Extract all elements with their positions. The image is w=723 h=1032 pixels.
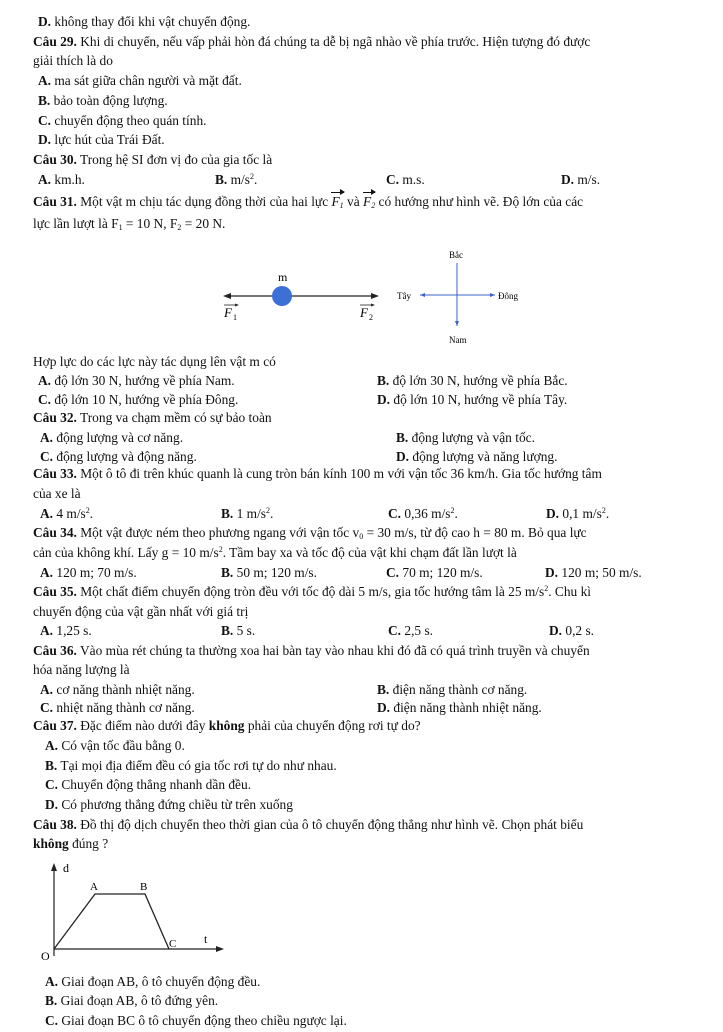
- origin-label: O: [41, 949, 50, 963]
- question-number: Câu 29.: [33, 34, 77, 49]
- question-30-option-a: [38, 172, 85, 188]
- question-text: có hướng như hình vẽ. Độ lớn của các: [375, 194, 584, 209]
- question-text: Một ô tô đi trên khúc quanh là cung tròn bán kính 100 m với vận tốc 36 km/h. Gia tốc hướng tâm: [76, 466, 602, 481]
- option-text: động lượng và cơ năng.: [53, 430, 184, 445]
- question-text: Đồ thị độ dịch chuyển theo thời gian của ô tô chuyển động thẳng như hình vẽ. Chọn phát biểu: [76, 817, 584, 832]
- vector-f2: [363, 194, 375, 210]
- question-text: giải thích là do: [33, 53, 113, 68]
- d-axis-label: d: [63, 861, 69, 875]
- option-label: D.: [377, 700, 391, 715]
- question-text: và: [343, 194, 364, 209]
- option-text: Tại mọi địa điểm đều có gia tốc rơi tự do như nhau.: [57, 758, 337, 773]
- subscript: 0: [359, 532, 364, 541]
- question-37-option-b: [45, 758, 337, 774]
- question-33-stem-cont: [33, 486, 81, 502]
- option-label: D.: [396, 449, 410, 464]
- option-text: 4 m/s: [53, 506, 86, 521]
- option-text: chuyển động theo quán tính.: [51, 113, 207, 128]
- question-text: Một vật m chịu tác dụng đồng thời của hai lực: [76, 194, 332, 209]
- question-text: chuyển động của vật gần nhất với giá trị: [33, 604, 249, 619]
- option-label: C.: [386, 172, 400, 187]
- option-text: 0,36 m/s: [401, 506, 451, 521]
- east-arrow-icon: [490, 293, 495, 297]
- f1-arrowhead: [223, 293, 231, 299]
- option-tail: .: [605, 506, 610, 521]
- option-text: độ lớn 10 N, hướng về phía Tây.: [390, 392, 568, 407]
- question-36-stem: [33, 643, 590, 659]
- question-text: Trong hệ SI đơn vị đo của gia tốc là: [76, 152, 273, 167]
- question-text: . Tầm bay xa và tốc độ của vật khi chạm đất lần lượt là: [222, 545, 517, 560]
- option-label: C.: [40, 700, 54, 715]
- option-text: độ lớn 30 N, hướng về phía Bắc.: [389, 373, 568, 388]
- option-text: cơ năng thành nhiệt năng.: [53, 682, 195, 697]
- question-31-prompt: [33, 354, 276, 370]
- question-31-stem-cont: [33, 216, 225, 232]
- option-label: C.: [388, 506, 402, 521]
- f2-arrowhead: [371, 293, 379, 299]
- displacement-time-graph: [38, 858, 228, 966]
- south-label: Nam: [449, 335, 467, 345]
- option-label: D.: [561, 172, 575, 187]
- option-text: Có vận tốc đầu bằng 0.: [58, 738, 185, 753]
- west-label: Tây: [397, 291, 411, 301]
- superscript: 2: [544, 584, 549, 593]
- question-37-option-c: [45, 777, 251, 793]
- question-text: Hợp lực do các lực này tác dụng lên vật m có: [33, 354, 276, 369]
- subscript: 2: [177, 223, 182, 232]
- question-number: Câu 37.: [33, 718, 77, 733]
- question-31-option-c: [38, 392, 238, 408]
- question-35-option-d: [549, 623, 594, 639]
- question-33-option-b: [221, 506, 273, 522]
- question-30-option-c: [386, 172, 425, 188]
- f2-label: F: [360, 305, 368, 320]
- question-29-stem-cont: [33, 53, 113, 69]
- option-text: 70 m; 120 m/s.: [399, 565, 483, 580]
- option-label: C.: [388, 623, 402, 638]
- question-29-option-c: [38, 113, 206, 129]
- option-label: B.: [45, 993, 58, 1008]
- question-34-stem-cont: [33, 545, 517, 561]
- option-text: bảo toàn động lượng.: [50, 93, 168, 108]
- option-text: 2,5 s.: [401, 623, 434, 638]
- option-text: Chuyển động thẳng nhanh dần đều.: [58, 777, 252, 792]
- question-29-option-d: [38, 132, 165, 148]
- option-label: D.: [549, 623, 563, 638]
- question-33-stem: [33, 466, 602, 482]
- question-text: Một chất điểm chuyển động tròn đều với tốc độ dài 5 m/s, gia tốc hướng tâm là 25 m/s: [76, 584, 545, 599]
- option-text: Giai đoạn AB, ô tô đứng yên.: [57, 993, 219, 1008]
- question-35-option-c: [388, 623, 433, 639]
- question-text: = 10 N, F: [122, 216, 178, 231]
- question-number: Câu 32.: [33, 410, 77, 425]
- question-31-option-a: [38, 373, 235, 389]
- option-text: ma sát giữa chân người và mặt đất.: [51, 73, 242, 88]
- option-label: C.: [40, 449, 54, 464]
- option-text: m/s: [227, 172, 250, 187]
- question-text: Trong va chạm mềm có sự bảo toàn: [76, 410, 272, 425]
- option-text: m.s.: [399, 172, 425, 187]
- option-text: nhiệt năng thành cơ năng.: [53, 700, 195, 715]
- question-36-stem-cont: [33, 662, 130, 678]
- option-text: Giai đoạn AB, ô tô chuyển động đều.: [58, 974, 261, 989]
- emphasis-text: không: [208, 718, 245, 733]
- option-text: điện năng thành nhiệt năng.: [390, 700, 542, 715]
- question-text: Vào mùa rét chúng ta thường xoa hai bàn tay vào nhau khi đó đã có quá trình truyền và chuyển: [76, 643, 590, 658]
- option-label: A.: [40, 565, 54, 580]
- option-label: C.: [45, 777, 59, 792]
- question-38-stem: [33, 817, 583, 833]
- f1-label: F: [224, 305, 232, 320]
- option-tail: .: [270, 506, 274, 521]
- question-33-option-a: [40, 506, 93, 522]
- point-a-label: A: [90, 881, 98, 893]
- question-text: phải của chuyển động rơi tự do?: [244, 718, 421, 733]
- question-number: Câu 30.: [33, 152, 77, 167]
- option-label: A.: [40, 430, 54, 445]
- question-text: Đặc điểm nào dưới đây: [76, 718, 209, 733]
- south-arrow-icon: [455, 321, 459, 326]
- west-arrow-icon: [420, 293, 425, 297]
- question-37-option-a: [45, 738, 185, 754]
- superscript: 2: [85, 506, 90, 515]
- option-label: B.: [377, 682, 390, 697]
- question-text: đúng ?: [68, 836, 109, 851]
- option-label: D.: [38, 132, 52, 147]
- question-28-option-d: [38, 14, 250, 30]
- f2-subscript: 2: [369, 313, 373, 322]
- question-36-option-c: [40, 700, 195, 716]
- subscript: 1: [339, 201, 344, 210]
- east-label: Đông: [498, 291, 518, 301]
- question-number: Câu 31.: [33, 194, 77, 209]
- question-36-option-a: [40, 682, 195, 698]
- option-label: A.: [38, 73, 52, 88]
- option-label: D.: [45, 797, 59, 812]
- t-axis-arrow-icon: [216, 946, 224, 952]
- option-tail: .: [454, 506, 458, 521]
- question-text: = 20 N.: [181, 216, 226, 231]
- question-number: Câu 35.: [33, 584, 77, 599]
- question-number: Câu 38.: [33, 817, 77, 832]
- option-label: A.: [45, 974, 59, 989]
- question-text: Một vật được ném theo phương ngang với vận tốc v: [76, 525, 360, 540]
- question-37-option-d: [45, 797, 293, 813]
- question-32-option-b: [396, 430, 535, 446]
- question-29-option-b: [38, 93, 168, 109]
- emphasis-text: không: [33, 836, 69, 851]
- option-text: 0,1 m/s: [559, 506, 602, 521]
- option-label: B.: [396, 430, 409, 445]
- superscript: 2: [601, 506, 606, 515]
- subscript: 1: [118, 223, 123, 232]
- subscript: 2: [371, 201, 376, 210]
- option-text: độ lớn 10 N, hướng về phía Đông.: [51, 392, 239, 407]
- question-34-option-b: [221, 565, 317, 581]
- question-text: cản của không khí. Lấy g = 10 m/s: [33, 545, 219, 560]
- option-label: A.: [38, 373, 52, 388]
- option-text: 1 m/s: [233, 506, 267, 521]
- option-text: không thay đổi khi vật chuyển động.: [51, 14, 251, 29]
- option-label: C.: [38, 392, 52, 407]
- option-label: A.: [40, 682, 54, 697]
- question-38-option-b: [45, 993, 218, 1009]
- option-label: D.: [546, 506, 560, 521]
- d-axis-arrow-icon: [51, 863, 57, 871]
- option-label: A.: [45, 738, 59, 753]
- t-axis-label: t: [204, 932, 208, 946]
- question-34-option-d: [545, 565, 642, 581]
- question-35-stem-cont: [33, 604, 248, 620]
- question-34-stem: [33, 525, 587, 541]
- question-36-option-d: [377, 700, 542, 716]
- option-label: B.: [377, 373, 390, 388]
- option-text: Giai đoạn BC ô tô chuyển động theo chiều ngược lại.: [58, 1013, 347, 1028]
- question-35-option-b: [221, 623, 255, 639]
- option-text: 5 s.: [233, 623, 256, 638]
- option-label: D.: [377, 392, 391, 407]
- option-label: B.: [221, 623, 234, 638]
- option-label: B.: [221, 565, 234, 580]
- option-text: 120 m; 70 m/s.: [53, 565, 137, 580]
- question-38-option-c: [45, 1013, 347, 1029]
- option-text: 120 m; 50 m/s.: [558, 565, 642, 580]
- option-text: điện năng thành cơ năng.: [389, 682, 528, 697]
- question-32-option-d: [396, 449, 557, 465]
- question-text: hóa năng lượng là: [33, 662, 130, 677]
- question-number: Câu 34.: [33, 525, 77, 540]
- option-label: C.: [386, 565, 400, 580]
- question-38-stem-cont: [33, 836, 108, 852]
- compass-diagram: [393, 246, 533, 346]
- north-label: Bắc: [449, 250, 463, 260]
- force-diagram: [215, 265, 385, 325]
- question-text: của xe là: [33, 486, 81, 501]
- option-tail: .: [89, 506, 94, 521]
- option-tail: .: [253, 172, 258, 187]
- option-label: B.: [38, 93, 51, 108]
- question-35-stem: [33, 584, 591, 600]
- option-text: km.h.: [51, 172, 85, 187]
- option-label: D.: [545, 565, 559, 580]
- question-31-option-d: [377, 392, 567, 408]
- option-label: A.: [38, 172, 52, 187]
- question-text: Khi di chuyển, nếu vấp phải hòn đá chúng ta dễ bị ngã nhào về phía trước. Hiện tượng đó được: [76, 34, 591, 49]
- option-text: 0,2 s.: [562, 623, 595, 638]
- question-31-option-b: [377, 373, 568, 389]
- vector-symbol: F: [331, 194, 340, 209]
- option-label: B.: [221, 506, 234, 521]
- question-35-option-a: [40, 623, 92, 639]
- question-text: lực lần lượt là F: [33, 216, 119, 231]
- option-text: động lượng và động năng.: [53, 449, 197, 464]
- mass-ball: [272, 286, 292, 306]
- option-label: D.: [38, 14, 52, 29]
- option-text: lực hút của Trái Đất.: [51, 132, 165, 147]
- option-text: động lượng và năng lượng.: [409, 449, 558, 464]
- vector-f1: [331, 194, 343, 210]
- question-32-stem: [33, 410, 272, 426]
- point-c-label: C: [169, 938, 177, 950]
- f1-subscript: 1: [233, 313, 237, 322]
- question-36-option-b: [377, 682, 527, 698]
- question-number: Câu 36.: [33, 643, 77, 658]
- option-label: B.: [45, 758, 58, 773]
- superscript: 2: [249, 172, 254, 181]
- option-text: Có phương thẳng đứng chiều từ trên xuống: [58, 797, 293, 812]
- question-33-option-c: [388, 506, 458, 522]
- question-37-stem: [33, 718, 421, 734]
- question-text: = 30 m/s, từ độ cao h = 80 m. Bỏ qua lực: [363, 525, 587, 540]
- f2-vector-tip: [371, 304, 375, 307]
- option-text: độ lớn 30 N, hướng về phía Nam.: [51, 373, 235, 388]
- option-label: C.: [38, 113, 52, 128]
- question-33-option-d: [546, 506, 609, 522]
- question-30-stem: [33, 152, 272, 168]
- option-label: C.: [45, 1013, 59, 1028]
- option-label: B.: [215, 172, 228, 187]
- question-38-option-a: [45, 974, 260, 990]
- f1-vector-tip: [235, 304, 239, 307]
- question-34-option-c: [386, 565, 483, 581]
- question-34-option-a: [40, 565, 137, 581]
- question-29-stem: [33, 34, 590, 50]
- option-label: A.: [40, 506, 54, 521]
- question-32-option-c: [40, 449, 197, 465]
- option-text: động lượng và vận tốc.: [408, 430, 535, 445]
- question-number: Câu 33.: [33, 466, 77, 481]
- vector-symbol: F: [363, 194, 372, 209]
- question-30-option-d: [561, 172, 600, 188]
- point-b-label: B: [140, 881, 148, 893]
- question-32-option-a: [40, 430, 183, 446]
- question-29-option-a: [38, 73, 242, 89]
- question-31-stem: [33, 194, 583, 210]
- option-text: 50 m; 120 m/s.: [233, 565, 317, 580]
- option-label: A.: [40, 623, 54, 638]
- graph-line: [54, 894, 169, 949]
- superscript: 2: [218, 545, 223, 554]
- option-text: m/s.: [574, 172, 601, 187]
- option-text: 1,25 s.: [53, 623, 92, 638]
- question-30-option-b: [215, 172, 257, 188]
- superscript: 2: [266, 506, 271, 515]
- mass-label: m: [278, 270, 288, 284]
- superscript: 2: [450, 506, 455, 515]
- question-text: . Chu kì: [548, 584, 592, 599]
